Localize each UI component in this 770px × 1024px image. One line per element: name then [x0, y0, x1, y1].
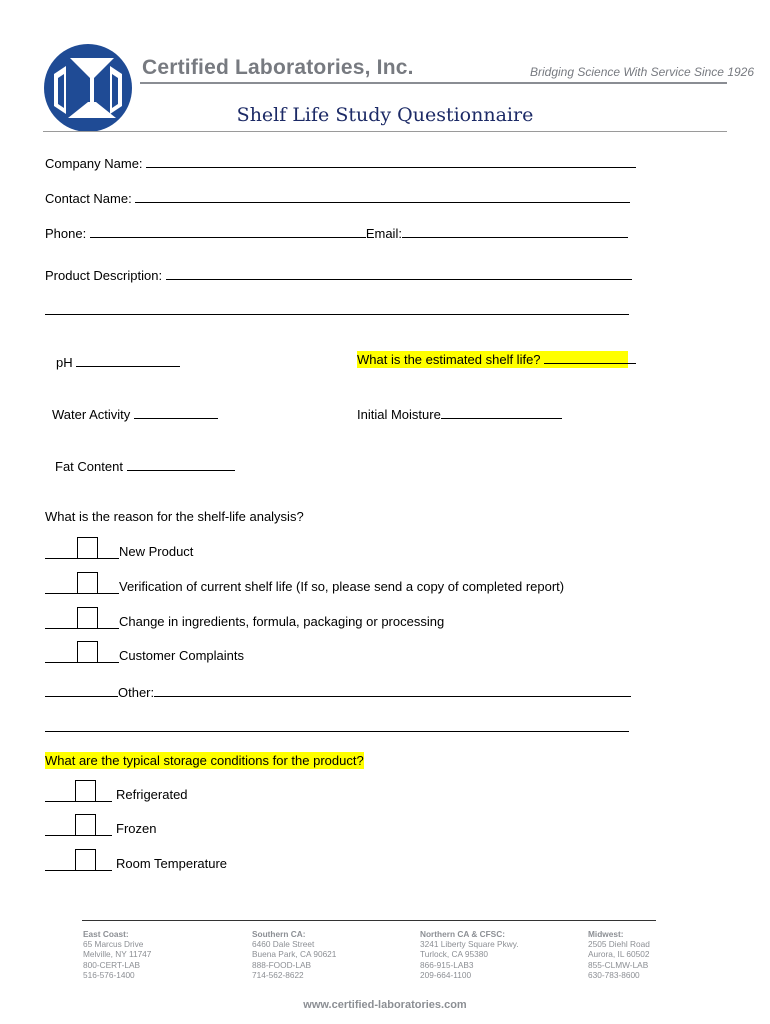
ph-row — [56, 353, 180, 370]
company-tagline: Bridging Science With Service Since 1926 — [530, 65, 755, 79]
room-temperature-checkbox[interactable] — [75, 849, 96, 871]
footer-divider — [82, 920, 656, 921]
new-product-checkbox[interactable] — [77, 537, 98, 559]
footer-heading: Northern CA & CFSC: — [420, 929, 505, 939]
email-label: Email: — [365, 226, 402, 241]
refrigerated-checkbox[interactable] — [75, 780, 96, 802]
footer-midwest — [588, 929, 650, 980]
water-activity-field[interactable] — [134, 405, 218, 419]
water-activity-label: Water Activity — [52, 407, 131, 422]
company-name: Certified Laboratories, Inc. — [142, 56, 414, 79]
company-name-label: Company Name: — [45, 156, 143, 171]
phone-label: Phone: — [45, 226, 87, 241]
footer-line: 866-915-LAB3 — [420, 959, 474, 970]
refrigerated-label: Refrigerated — [116, 787, 188, 802]
title-divider — [43, 131, 727, 132]
room-temperature-label: Room Temperature — [116, 856, 228, 871]
company-name-row — [45, 154, 636, 171]
initial-moisture-label: Initial Moisture — [357, 407, 441, 422]
footer-line: Buena Park, CA 90621 — [252, 949, 337, 960]
ph-field[interactable] — [76, 353, 180, 367]
email-field[interactable] — [402, 224, 628, 238]
phone-email-row — [45, 224, 628, 241]
phone-field[interactable] — [90, 224, 366, 238]
footer-line: Turlock, CA 95380 — [420, 949, 488, 960]
footer-east-coast — [83, 929, 151, 980]
storage-question: What are the typical storage conditions for the product? — [45, 753, 364, 768]
footer-line: 209-664-1100 — [420, 969, 472, 980]
footer-line: 714-562-8622 — [252, 969, 304, 980]
footer-line: 6460 Dale Street — [252, 939, 315, 950]
frozen-checkbox[interactable] — [75, 814, 96, 836]
product-description-line-2[interactable] — [45, 314, 629, 315]
footer-southern-ca — [252, 929, 336, 980]
footer-line: 516-576-1400 — [83, 969, 135, 980]
ingredient-change-label: Change in ingredients, formula, packaging or processing — [119, 614, 445, 629]
other-label: Other: — [118, 685, 155, 700]
fat-content-field[interactable] — [127, 457, 235, 471]
initial-moisture-field[interactable] — [441, 405, 562, 419]
footer-heading: Southern CA: — [252, 929, 306, 939]
fat-content-label: Fat Content — [55, 459, 123, 474]
footer-line: 3241 Liberty Square Pkwy. — [420, 939, 519, 950]
footer-northern-ca — [420, 929, 519, 980]
shelf-life-field[interactable] — [544, 351, 636, 364]
new-product-label: New Product — [119, 544, 194, 559]
ph-label: pH — [56, 355, 73, 370]
footer-line: 65 Marcus Drive — [83, 939, 144, 950]
footer-line: 2505 Diehl Road — [588, 939, 650, 950]
reason-question: What is the reason for the shelf-life analysis? — [45, 509, 304, 524]
contact-name-field[interactable] — [135, 189, 630, 203]
contact-name-label: Contact Name: — [45, 191, 132, 206]
ingredient-change-checkbox[interactable] — [77, 607, 98, 629]
footer-line: 630-783-8600 — [588, 969, 640, 980]
product-description-label: Product Description: — [45, 268, 163, 283]
other-row — [45, 683, 631, 700]
water-activity-row — [52, 405, 218, 422]
shelf-life-question: What is the estimated shelf life? — [357, 352, 541, 367]
footer-line: Melville, NY 11747 — [83, 949, 152, 960]
fat-content-row — [55, 457, 235, 474]
page-title: Shelf Life Study Questionnaire — [236, 104, 534, 126]
initial-moisture-row — [357, 405, 562, 422]
footer-heading: East Coast: — [83, 929, 129, 939]
other-checkbox-line[interactable] — [45, 683, 118, 697]
shelf-life-row — [357, 351, 628, 368]
customer-complaints-label: Customer Complaints — [119, 648, 244, 663]
header-divider — [140, 82, 727, 84]
product-description-field[interactable] — [166, 266, 632, 280]
footer-heading: Midwest: — [588, 929, 624, 939]
other-line-2[interactable] — [45, 731, 629, 732]
website-link[interactable]: www.certified-laboratories.com — [303, 999, 467, 1011]
footer-line: 800-CERT-LAB — [83, 959, 141, 970]
verification-label: Verification of current shelf life (If so, please send a copy of completed report) — [119, 579, 565, 594]
company-name-field[interactable] — [146, 154, 636, 168]
footer-line: 888-FOOD-LAB — [252, 959, 312, 970]
footer-line: 855-CLMW-LAB — [588, 959, 649, 970]
product-description-row — [45, 266, 632, 283]
footer-line: Aurora, IL 60502 — [588, 949, 650, 960]
frozen-label: Frozen — [116, 821, 157, 836]
customer-complaints-checkbox[interactable] — [77, 641, 98, 663]
other-field[interactable] — [154, 683, 631, 697]
verification-checkbox[interactable] — [77, 572, 98, 594]
contact-name-row — [45, 189, 630, 206]
